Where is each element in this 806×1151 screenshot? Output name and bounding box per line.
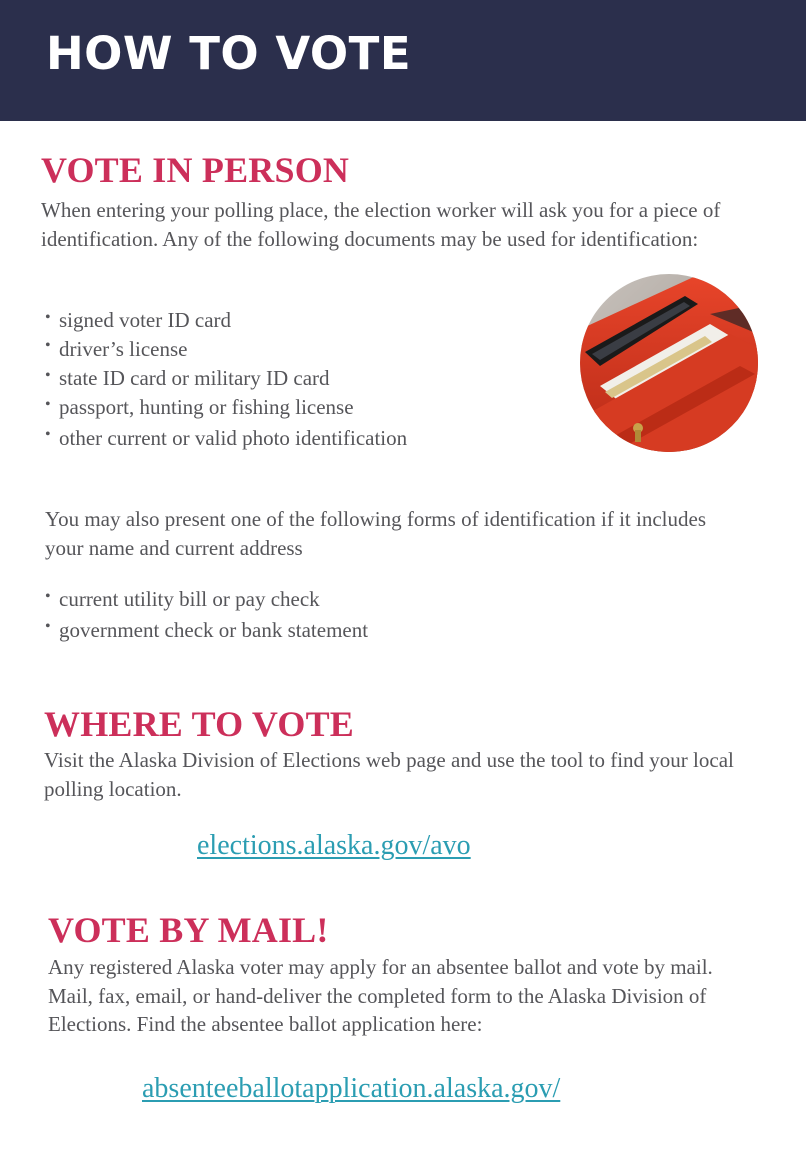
vote-in-person-intro: When entering your polling place, the election worker will ask you for a piece of identification. Any of the following documents may be used for identification:	[41, 198, 721, 251]
list-item-label: passport, hunting or fishing license	[59, 394, 354, 419]
list-item-label: government check or bank statement	[59, 618, 369, 642]
list-item	[45, 335, 407, 364]
list-item	[45, 614, 368, 646]
header-bar	[0, 0, 806, 121]
where-to-vote-heading: WHERE TO VOTE	[44, 704, 354, 744]
bullet-icon: •	[45, 395, 51, 413]
list-item-label: driver’s license	[59, 337, 188, 361]
list-item	[45, 393, 407, 422]
bullet-icon: •	[45, 588, 51, 605]
alt-id-list	[45, 585, 368, 646]
wallet-photo-icon	[580, 274, 758, 452]
list-item-label: other current or valid photo identification	[59, 425, 408, 450]
list-item	[45, 306, 407, 335]
list-item-label: signed voter ID card	[59, 308, 232, 332]
vote-by-mail-text: Any registered Alaska voter may apply for an absentee ballot and vote by mail. Mail, fax, email, or hand-deliver the completed form to the Alaska Division of Elections. Find the absentee ballot application here:	[48, 955, 713, 1036]
page-title: HOW TO VOTE	[46, 27, 412, 80]
list-item	[45, 422, 407, 454]
absentee-application-link[interactable]: absenteeballotapplication.alaska.gov/	[142, 1073, 561, 1104]
vote-by-mail-heading: VOTE BY MAIL!	[48, 910, 329, 950]
bullet-icon: •	[45, 366, 51, 384]
primary-id-list	[45, 306, 407, 454]
bullet-icon: •	[45, 309, 51, 326]
bullet-icon: •	[45, 618, 51, 635]
list-item-label: state ID card or military ID card	[59, 365, 330, 390]
bullet-icon: •	[45, 337, 51, 354]
bullet-icon: •	[45, 425, 51, 443]
list-item-label: current utility bill or pay check	[59, 587, 320, 611]
list-item	[45, 364, 407, 393]
wallet-photo	[580, 274, 758, 452]
polling-location-link[interactable]: elections.alaska.gov/avo	[197, 830, 471, 861]
alt-id-intro: You may also present one of the following forms of identification if it includes your name and current address	[45, 507, 706, 560]
vote-in-person-heading: VOTE IN PERSON	[41, 150, 350, 190]
list-item	[45, 585, 368, 614]
where-to-vote-text: Visit the Alaska Division of Elections web page and use the tool to find your local polling location.	[44, 748, 734, 801]
